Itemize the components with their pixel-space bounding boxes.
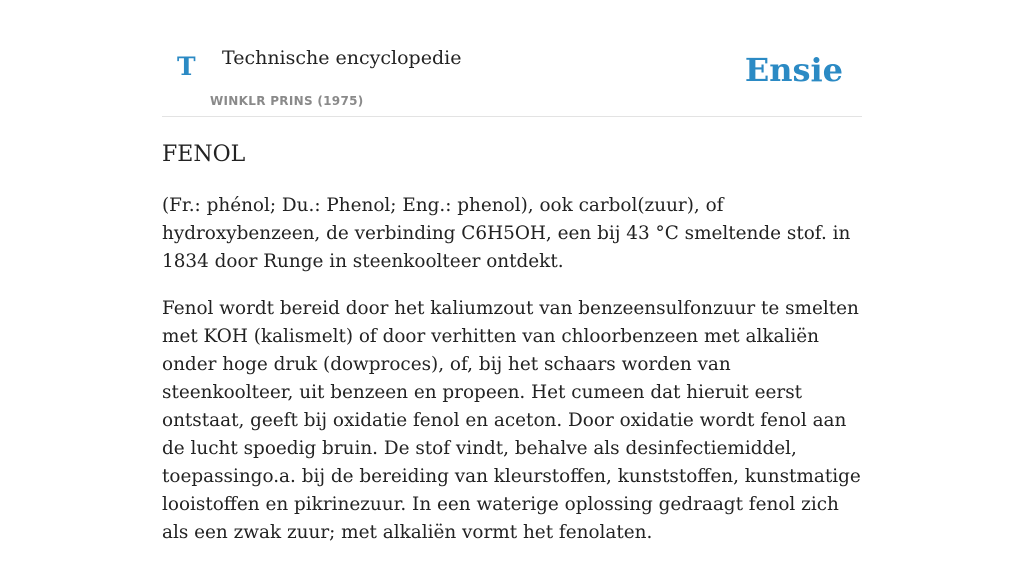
brand-logo[interactable]: Ensie — [744, 51, 843, 89]
entry-paragraph: Fenol wordt bereid door het kaliumzout van benzeensulfonzuur te smelten met KOH (kalismelt) of door verhitten van chloorbenzeen met alkaliën onder hoge druk (dowproces), of, bij het schaars worden van steenkoolteer, uit benzeen en propeen. Het cumeen dat hieruit eerst ontstaat, geeft bij oxidatie fenol en aceton. Door oxidatie wordt fenol aan de lucht spoedig bruin. De stof vindt, behalve als desinfectiemiddel, toepassingo.a. bij de bereiding van kleurstoffen, kunststoffen, kunstmatige looistoffen en pikrinezuur. In een waterige oplossing gedraagt fenol zich als een zwak zuur; met alkaliën vormt het fenolaten. — [162, 298, 861, 543]
entry-title: FENOL — [162, 142, 246, 167]
source-subtitle: WINKLR PRINS (1975) — [210, 94, 364, 108]
source-header — [162, 0, 862, 117]
article-container — [162, 0, 862, 543]
source-title-link[interactable]: Technische encyclopedie — [222, 47, 462, 69]
source-logo[interactable]: T — [177, 52, 196, 81]
entry-content — [162, 192, 862, 566]
entry-paragraph: (Fr.: phénol; Du.: Phenol; Eng.: phenol), ook carbol(zuur), of hydroxybenzeen, de verbinding C6H5OH, een bij 43 °C smeltende stof. in 1834 door Runge in steenkoolteer ontdekt. — [162, 195, 851, 272]
